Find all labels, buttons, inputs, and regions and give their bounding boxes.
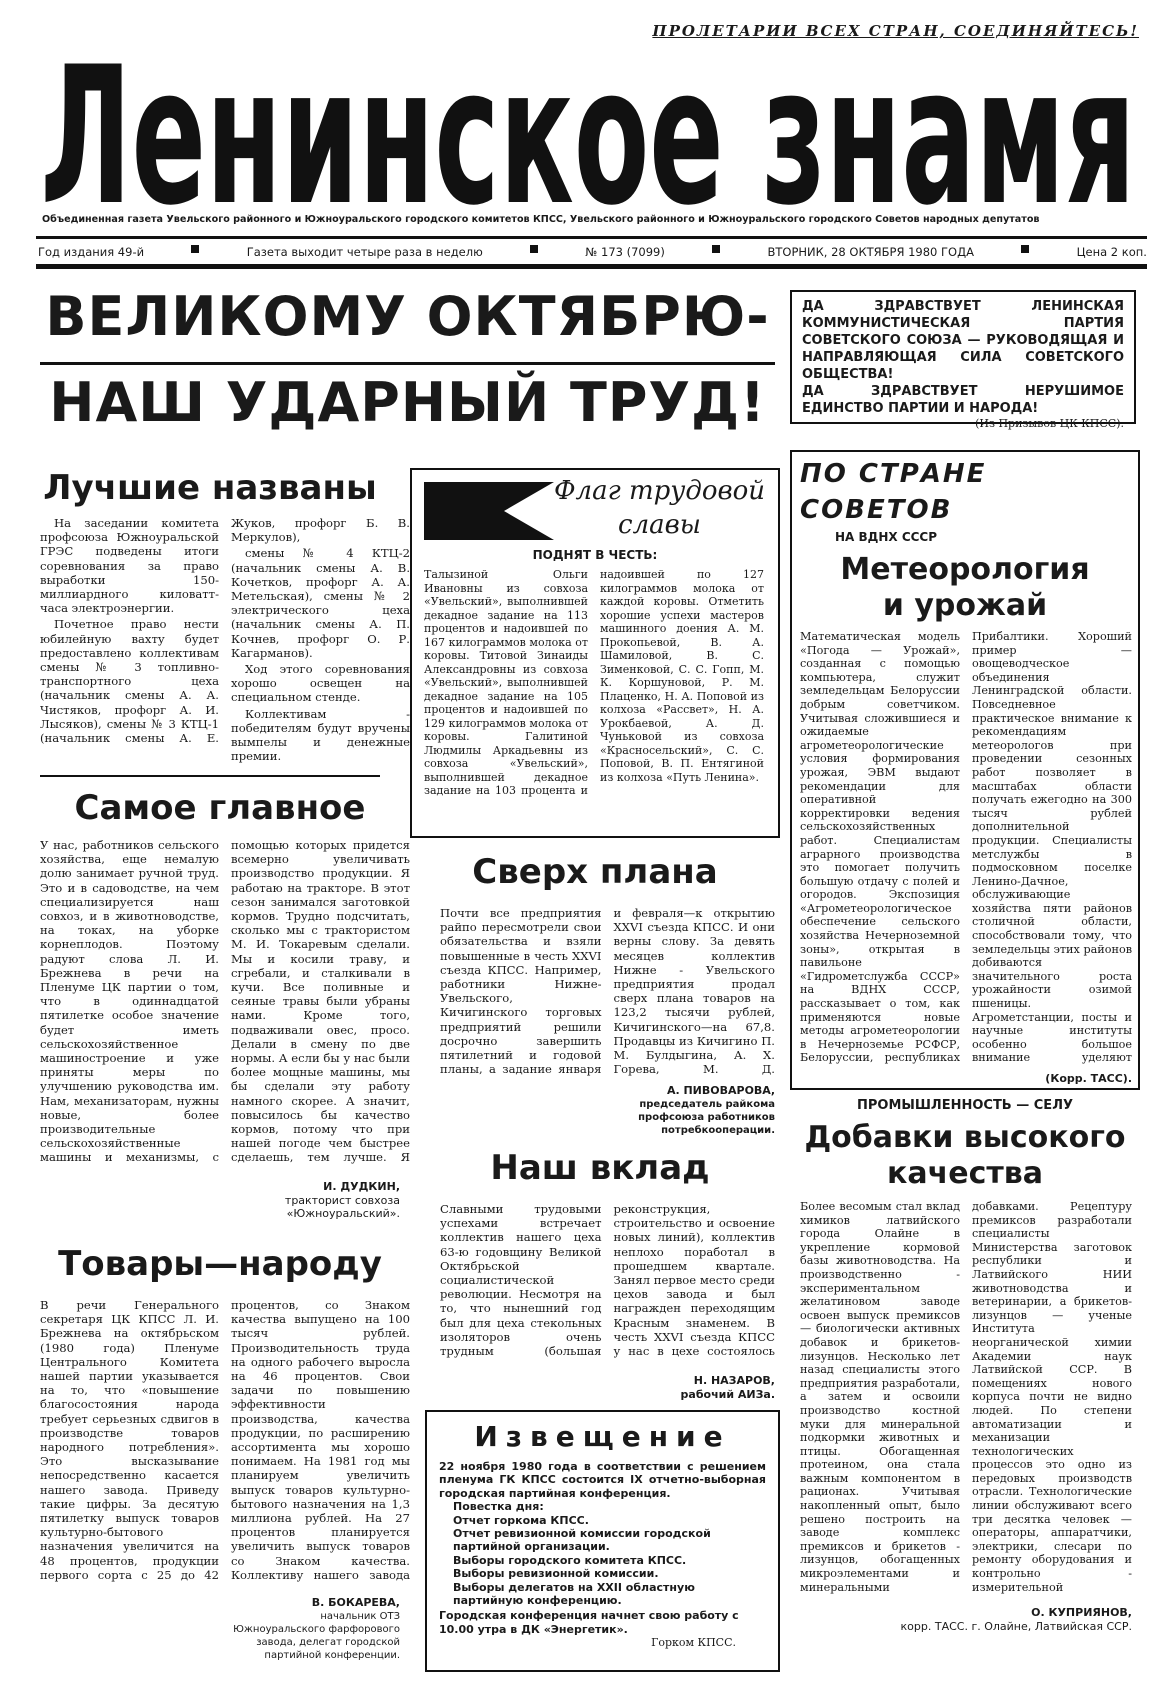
country-dateline: НА ВДНХ СССР <box>835 530 938 544</box>
newspaper-title <box>36 36 1141 214</box>
article-body-above-plan: Почти все предприятия райпо пересмотрели свои обязательства и взяли повышенные в честь XXVI съезда КПСС. Например, работники Нижне-Увельского, Кичигинского торговых предприятий решили досрочно завершить пятилетний и годовой планы, а задание января и февраля—к открытию XXVI съезда КПСС. И они верны слову. За девять месяцев коллектив Нижне - Увельского предприятия продал сверх плана товаров на 123,2 тысячи рублей, Кичигинского—на 67,8. Продавцы из Кичигино П. М. Булдыгина, А. Х. Горева, М. Д. <box>440 906 775 1077</box>
article-body-contribution: Славными трудовыми успехами встречает коллектив нашего цеха 63-ю годовщину Великой Октябрьской социалистической революции. Несмотря на то, что нынешний год был для цеха стекольных изоляторов очень трудным (большая реконструкция, строительство и освоение новых линий), коллектив неплохо поработал в прошедшем квартале. Занял первое место среди цехов завода и был награжден переходящим Красным знаменем. В честь XXVI съезда КПСС у нас в цехе состоялось <box>440 1202 775 1359</box>
contribution-signature-name: Н. НАЗАРОВ, <box>693 1374 775 1387</box>
article-title-best: Лучшие названы <box>43 468 377 508</box>
flag-subtitle: ПОДНЯТ В ЧЕСТЬ: <box>532 548 658 562</box>
country-body: Математическая модель «Погода — Урожай», созданная с помощью компьютера, служит земледельцам Белоруссии добрым советчиком. Учитывая сложившиеся и ожидаемые агрометеорологические условия формирования урожая, ЭВМ выдают рекомендации для оперативной корректировки ведения сельскохозяйственных работ. Специалистам аграрного производства это помогает получить большую отдачу с полей и огородов. Экспозиция «Агрометеорологическое обеспечение сельского хозяйства Нечерноземной зоны», открытая в павильоне «Гидрометслужба СССР» на ВДНХ СССР, рассказывает о том, как применяются новые методы агрометеорологии в Нечерноземье РСФСР, Белоруссии, республиках Прибалтики. Хороший пример — овощеводческое объединения Ленинградской области. Повседневное практическое внимание к рекомендациям метеорологов при проведении сезонных работ позволяет в масштабах области получать ежегодно на 300 тысяч рублей дополнительной продукции. Специалисты метслужбы в подмосковном поселке Ленино-Дачное, обслуживающие хозяйства пяти районов столичной области, способствовали тому, что земледельцы этих районов добиваются значительного роста урожайности озимой пшеницы. Агрометстанции, посты и научные институты особенно большое внимание уделяют <box>800 630 1132 1065</box>
industry-signature-position: корр. ТАСС. г. Олайне, Латвийская ССР. <box>900 1620 1132 1633</box>
publication-year: Год издания 49-й <box>38 245 145 259</box>
main-signature-position: тракторист совхоза «Южноуральский». <box>284 1194 400 1220</box>
flag-box <box>410 468 780 838</box>
party-slogan: ПРОЛЕТАРИИ ВСЕХ СТРАН, СОЕДИНЯЙТЕСЬ! <box>652 22 1139 40</box>
publication-frequency: Газета выходит четыре раза в неделю <box>246 245 483 259</box>
notice-agenda-item: Выборы городского комитета КПСС. <box>453 1553 687 1567</box>
bullet-square-icon <box>1021 245 1029 253</box>
industry-headline: Добавки высокого качества <box>804 1120 1126 1191</box>
article-title-contribution: Наш вклад <box>490 1148 710 1188</box>
main-headline-line1: ВЕЛИКОМУ ОКТЯБРЮ- <box>45 285 770 348</box>
bullet-square-icon <box>530 245 538 253</box>
notice-agenda-item: Выборы делегатов на XXII областную партийную конференцию. <box>453 1580 695 1608</box>
flag-title: Флаг трудовой славы <box>553 476 766 540</box>
notice-title: Извещение <box>474 1420 731 1453</box>
industry-signature-name: О. КУПРИЯНОВ, <box>1031 1606 1132 1619</box>
main-headline-line2: НАШ УДАРНЫЙ ТРУД! <box>49 371 766 434</box>
article-title-goods: Товары—народу <box>58 1244 382 1284</box>
contribution-signature-position: рабочий АИЗа. <box>680 1388 775 1401</box>
notice-agenda-item: Отчет горкома КПСС. <box>453 1513 589 1527</box>
notice-agenda-title: Повестка дня: <box>453 1500 544 1514</box>
newspaper-title-text: Ленинское знамя <box>40 36 1136 214</box>
article-title-main: Самое главное <box>74 788 366 828</box>
country-headline: Метеорология и урожай <box>840 552 1090 623</box>
article-body-goods: В речи Генерального секретаря ЦК КПСС Л. И. Брежнева на октябрьском (1980 года) Пленуме Центрального Комитета нашей партии указывается на то, что «повышение благосостояния народа требует серьезных сдвигов в производстве товаров народного потребления». Это высказывание непосредственно касается нашего завода. Приведу такие цифры. За десятую пятилетку выпуск товаров культурно-бытового назначения увеличится на 48 процентов, продукции первого сорта с 25 до 42 процентов, со Знаком качества выпущено на 100 тысяч рублей. Производительность труда на одного рабочего выросла на 46 процентов. Свои задачи по повышению эффективности производства, качества продукции, по расширению ассортимента мы хорошо понимаем. На 1981 год мы планируем увеличить выпуск товаров культурно-бытового назначения на 1,3 миллиона рублей. На 27 процентов планируется увеличить выпуск товаров со Знаком качества. Коллективу нашего завода <box>40 1298 410 1582</box>
notice-signature: Горком КПСС. <box>651 1636 736 1650</box>
issue-price: Цена 2 коп. <box>1076 245 1147 259</box>
country-section-title: ПО СТРАНЕ СОВЕТОВ <box>800 459 987 525</box>
notice-agenda-item: Отчет ревизионной комиссии городской партийной организации. <box>453 1527 711 1554</box>
issue-number: № 173 (7099) <box>585 245 665 259</box>
bullet-square-icon <box>712 245 720 253</box>
article-body-main: У нас, работников сельского хозяйства, еще немалую долю занимает ручной труд. Это и в садоводстве, на чем специализируется наш совхоз, и в животноводстве, на токах, на уборке корнеплодов. Поэтому радуют слова Л. И. Брежнева в речи на Пленуме ЦК партии о том, что в одиннадцатой пятилетке особое значение будет иметь сельскохозяйственное машиностроение и уже приняты меры по улучшению руководства им. Нам, механизаторам, нужны новые, более производительные сельскохозяйственные машины и механизмы, с помощью которых придется всемерно увеличивать производство продукции. Я работаю на тракторе. В этот сезон занимался заготовкой кормов. Трудно подсчитать, сколько мы с трактористом М. И. Токаревым сделали. Мы и косили траву, и сгребали, и сталкивали в кучи. Все поливные и сеяные травы были убраны нами. Кроме того, подваживали овес, просо. Делали в смену по две нормы. А если бы у нас были более мощные машины, мы бы сделали эту работу намного скорее. А значит, повысилось бы качество кормов, потому что при нашей погоде чем быстрее сделаешь, тем лучше. Я <box>40 838 410 1165</box>
slogan-box <box>790 290 1136 430</box>
notice-footer: Городская конференция начнет свою работу с 10.00 утра в ДК «Энергетик». <box>439 1609 739 1636</box>
main-signature-name: И. ДУДКИН, <box>323 1180 400 1193</box>
goods-signature-position: начальник ОТЗ Южноуральского фарфорового завода, делегат городской партийной конференции. <box>233 1611 400 1661</box>
goods-signature-name: В. БОКАРЕВА, <box>311 1596 400 1609</box>
notice-box <box>425 1410 780 1672</box>
flag-body: Талызиной Ольги Ивановны из совхоза «Увельский», выполнившей декадное задание на 113 процентов и надоившей по 167 килограммов молока от коровы. Титовой Зинаиды Александровны из совхоза «Увельский», выполнившей декадное задание на 105 процентов и надоившей по 129 килограммов молока от коровы. Галитиной Людмилы Аркадьевны из совхоза «Увельский», выполнившей декадное задание на 103 процента и надоившей по 127 килограммов молока от каждой коровы. Отметить хорошие успехи мастеров машинного доения А. М. Прокопьевой, В. А. Шамиловой, В. С. Зименковой, С. С. Гопп, М. К. Коршуновой, Р. М. Плаценко, Н. А. Поповой из колхоза «Рассвет», Н. А. Урокбаевой, А. Д. Чуньковой из совхоза «Красносельский», С. С. Поповой, В. П. Ентягиной из колхоза «Путь Ленина». <box>424 568 764 797</box>
industry-body: Более весомым стал вклад химиков латвийского города Олайне в укрепление кормовой базы животноводства. На производственно - экспериментальном желатиновом заводе освоен выпуск премиксов— биологически активных добавок и брикетов-лизунцов. Несколько лет назад специалисты этого предприятия разработали, а затем и освоили производство костной муки для минеральной подкормки животных и птицы. Обогащенная протеином, она стала важным компонентом в рационах. Учитывая накопленный опыт, было решено построить на заводе комплекс премиксов и брикетов - лизунцов, обогащенных микроэлементами и минеральными добавками. Рецептуру премиксов разработали специалисты Министерства заготовок республики и Латвийского НИИ животноводства и ветеринарии, а брикетов-лизунцов — ученые Института неорганической химии Академии наук Латвийской ССР. В помещениях нового корпуса почти не видно людей. По степени автоматизации и механизации технологических процессов это одно из передовых производств отрасли. Технологические линии обслуживают всего три десятка человек — операторы, аппаратчики, электрики, слесари по ремонту оборудования и контрольно - измерительной <box>800 1200 1132 1594</box>
slogan-box-text1: ДА ЗДРАВСТВУЕТ ЛЕНИНСКАЯ КОММУНИСТИЧЕСКАЯ ПАРТИЯ СОВЕТСКОГО СОЮЗА — РУКОВОДЯЩАЯ И НАПРАВЛЯЮЩАЯ СИЛА СОВЕТСКОГО ОБЩЕСТВА! <box>802 299 1124 382</box>
article-body-best: На заседании комитета профсоюза Южноуральской ГРЭС подведены итоги соревнования за право выработки 150-миллиардного киловатт-часа электроэнергии. Почетное право нести юбилейную вахту будет предоставлено коллективам смены № 3 топливно-транспортного цеха (начальник смены А. А. Чистяков, профорг А. И. Лысяков), смены № 3 КТЦ-1 (начальник смены А. Е. Жуков, профорг Б. В. Меркулов), смены № 4 КТЦ-2 (начальник смены А. В. Кочетков, профорг А. А. Метельская), смены № 2 электрического цеха (начальник смены А. П. Кочнев, профорг О. Р. Кагарманов). Ход этого соревнования хорошо освещен на специальном стенде. Коллективам - победителям будут вручены вымпелы и денежные премии. <box>40 516 410 764</box>
bullet-square-icon <box>191 245 199 253</box>
slogan-box-text2: ДА ЗДРАВСТВУЕТ НЕРУШИМОЕ ЕДИНСТВО ПАРТИИ И НАРОДА! <box>802 384 1124 416</box>
slogan-box-source: (Из Призывов ЦК КПСС). <box>975 417 1124 430</box>
above-plan-signature-name: А. ПИВОВАРОВА, <box>666 1084 775 1097</box>
country-signature: (Корр. ТАСС). <box>1045 1072 1132 1085</box>
notice-intro: 22 ноября 1980 года в соответствии с решением пленума ГК КПСС состоится IX отчетно-выборная городская партийная конференция. <box>439 1460 766 1500</box>
above-plan-signature-position: председатель райкома профсоюза работников потребкооперации. <box>638 1099 775 1136</box>
issue-info-bar <box>38 245 1147 259</box>
flag-icon <box>424 478 554 540</box>
issue-date: ВТОРНИК, 28 ОКТЯБРЯ 1980 ГОДА <box>767 245 974 259</box>
article-title-above-plan: Сверх плана <box>472 852 718 892</box>
newspaper-subtitle: Объединенная газета Увельского районного и Южноуральского городского комитетов КПСС, Увельского районного и Южноуральского городского Советов народных депутатов <box>42 214 1040 225</box>
notice-agenda-item: Выборы ревизионной комиссии. <box>453 1567 659 1581</box>
industry-label: ПРОМЫШЛЕННОСТЬ — СЕЛУ <box>856 1098 1074 1113</box>
